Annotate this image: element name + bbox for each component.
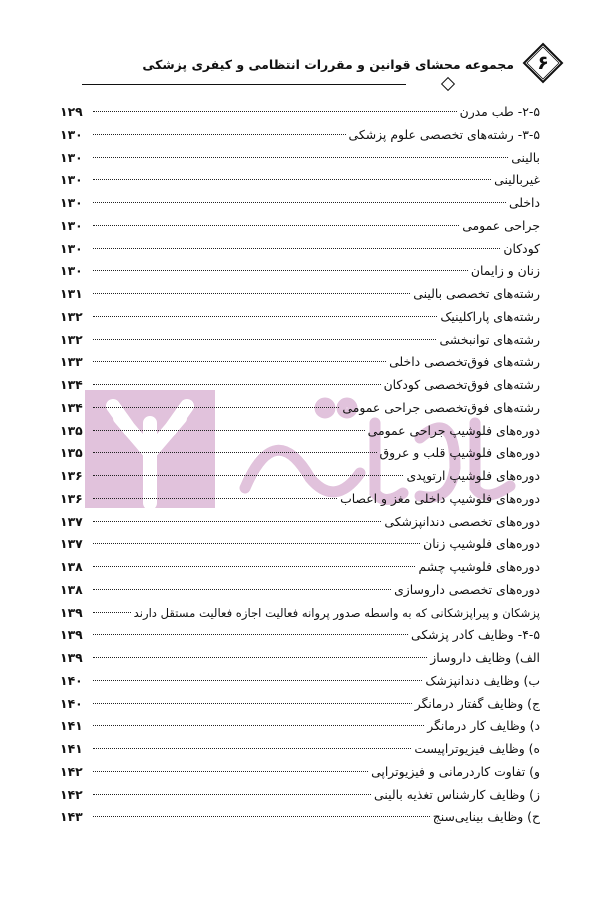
toc-leader-dots (93, 816, 430, 817)
rule-diamond-ornament (441, 77, 455, 91)
toc-entry[interactable] (60, 488, 540, 511)
toc-entry-title: ب) وظایف دندانپزشک (425, 672, 540, 688)
toc-leader-dots (93, 521, 381, 522)
toc-entry-title: و) تفاوت کاردرمانی و فیزیوتراپی (371, 763, 540, 779)
toc-leader-dots (93, 316, 437, 317)
toc-entry[interactable] (60, 784, 540, 807)
toc-entry-title: دوره‌های فلوشیپ ارتوپدی (406, 468, 540, 483)
toc-entry[interactable] (60, 624, 540, 647)
toc-leader-dots (93, 293, 410, 294)
toc-entry[interactable] (60, 556, 540, 579)
toc-entry-page: ۱۳۲ (60, 331, 83, 347)
toc-entry[interactable] (60, 101, 540, 124)
toc-entry-title: کودکان (503, 240, 540, 256)
toc-leader-dots (93, 339, 436, 340)
toc-entry-page: ۱۳۴ (60, 399, 83, 415)
toc-entry-page: ۱۳۰ (60, 195, 83, 210)
toc-entry-title: رشته‌های پاراکلینیک (440, 308, 540, 324)
toc-entry-page: ۱۴۱ (60, 741, 83, 756)
page-number: ۶ (537, 52, 549, 74)
toc-entry-page: ۱۳۹ (60, 650, 83, 665)
toc-entry[interactable] (60, 283, 540, 306)
page-header (20, 42, 576, 90)
toc-entry-title: ج) وظایف گفتار درمانگر (414, 695, 540, 711)
toc-leader-dots (93, 612, 131, 613)
toc-entry[interactable] (60, 397, 540, 420)
toc-leader-dots (93, 498, 337, 499)
toc-entry[interactable] (60, 374, 540, 397)
toc-entry-title: زنان و زایمان (470, 263, 540, 279)
running-head-title: مجموعه محشای قوانین و مقررات انتظامی و کیفری پزشکی (142, 57, 514, 72)
toc-leader-dots (93, 794, 371, 795)
toc-entry-title: غیربالینی (494, 172, 540, 188)
toc-entry-title: ح) وظایف بینایی‌سنج (432, 809, 540, 825)
toc-leader-dots (93, 430, 365, 431)
toc-entry-page: ۱۳۰ (60, 217, 83, 233)
toc-entry-page: ۱۴۰ (60, 695, 83, 711)
toc-entry-title: ز) وظایف کارشناس تغذیه بالینی (374, 786, 540, 802)
toc-entry-title: دوره‌های فلوشیپ چشم (418, 559, 540, 574)
toc-entry-title: دوره‌های فلوشیپ قلب و عروق (379, 445, 540, 461)
toc-entry-title: ه) وظایف فیزیوتراپیست (414, 741, 540, 756)
toc-entry-title: دوره‌های فلوشیپ داخلی مغز و اعصاب (340, 490, 540, 506)
toc-leader-dots (93, 543, 420, 544)
toc-entry[interactable] (60, 124, 540, 147)
toc-leader-dots (93, 748, 411, 749)
toc-entry[interactable] (60, 511, 540, 534)
toc-entry-page: ۱۳۸ (60, 559, 83, 574)
toc-entry-page: ۱۲۹ (60, 104, 83, 119)
toc-entry[interactable] (60, 169, 540, 192)
toc-entry[interactable] (60, 329, 540, 352)
toc-entry-page: ۱۴۲ (60, 786, 83, 802)
toc-entry-title: رشته‌های تخصصی بالینی (413, 286, 540, 301)
toc-entry[interactable] (60, 579, 540, 602)
toc-entry-page: ۱۳۴ (60, 377, 83, 392)
toc-entry[interactable] (60, 260, 540, 283)
header-rule (82, 84, 406, 85)
toc-leader-dots (93, 157, 508, 158)
toc-entry-page: ۱۳۲ (60, 308, 83, 324)
toc-entry-title: رشته‌های فوق‌تخصصی جراحی عمومی (342, 399, 540, 415)
toc-leader-dots (93, 703, 412, 704)
table-of-contents (60, 101, 540, 829)
toc-entry-title: دوره‌های فلوشیپ جراحی عمومی (367, 422, 540, 438)
toc-leader-dots (93, 111, 457, 112)
toc-leader-dots (93, 657, 427, 658)
toc-leader-dots (93, 452, 377, 453)
toc-entry-title: ۳-۵- رشته‌های تخصصی علوم پزشکی (348, 126, 540, 142)
toc-entry-title: د) وظایف کار درمانگر (427, 718, 540, 734)
toc-entry-title: جراحی عمومی (462, 217, 540, 233)
toc-leader-dots (93, 771, 368, 772)
toc-entry-page: ۱۳۹ (60, 627, 83, 643)
toc-entry[interactable] (60, 715, 540, 738)
toc-leader-dots (93, 248, 500, 249)
toc-entry-title: بالینی (511, 149, 540, 165)
toc-entry[interactable] (60, 761, 540, 784)
toc-entry[interactable] (60, 238, 540, 261)
toc-entry-title: رشته‌های فوق‌تخصصی داخلی (389, 354, 540, 370)
toc-entry-title: دوره‌های فلوشیپ زنان (423, 536, 540, 552)
toc-entry[interactable] (60, 806, 540, 829)
toc-entry[interactable] (60, 602, 540, 625)
toc-entry[interactable] (60, 693, 540, 716)
toc-entry-title: پزشکان و پیراپزشکانی که به واسطه صدور پروانه فعالیت اجازه فعالیت مستقل دارند (133, 605, 540, 620)
toc-leader-dots (93, 270, 468, 271)
toc-leader-dots (93, 407, 339, 408)
toc-entry-page: ۱۳۰ (60, 263, 83, 279)
toc-entry-page: ۱۳۷ (60, 513, 83, 529)
toc-entry-page: ۱۳۳ (60, 354, 83, 370)
toc-leader-dots (93, 634, 408, 635)
toc-entry-title: رشته‌های توانبخشی (439, 331, 540, 347)
toc-entry[interactable] (60, 670, 540, 693)
toc-entry-page: ۱۳۰ (60, 126, 83, 142)
toc-entry-title: دوره‌های تخصصی داروسازی (394, 581, 540, 597)
toc-entry-page: ۱۳۹ (60, 604, 83, 620)
toc-leader-dots (93, 589, 391, 590)
toc-entry-page: ۱۳۰ (60, 172, 83, 188)
toc-entry-page: ۱۴۱ (60, 718, 83, 734)
toc-leader-dots (93, 725, 424, 726)
toc-leader-dots (93, 475, 403, 476)
toc-entry-page: ۱۴۲ (60, 763, 83, 779)
toc-entry[interactable] (60, 306, 540, 329)
toc-entry-title: داخلی (508, 195, 540, 210)
toc-entry-page: ۱۴۰ (60, 672, 83, 688)
toc-entry-title: رشته‌های فوق‌تخصصی کودکان (383, 377, 540, 392)
toc-entry-title: ۴-۵- وظایف کادر پزشکی (411, 627, 540, 643)
toc-entry-title: ۲-۵- طب مدرن (459, 104, 540, 119)
toc-entry-page: ۱۳۶ (60, 468, 83, 483)
toc-entry[interactable] (60, 420, 540, 443)
toc-leader-dots (93, 225, 459, 226)
toc-leader-dots (93, 680, 422, 681)
toc-entry-page: ۱۳۰ (60, 240, 83, 256)
toc-entry[interactable] (60, 215, 540, 238)
toc-entry[interactable] (60, 738, 540, 761)
toc-entry[interactable] (60, 647, 540, 670)
toc-leader-dots (93, 202, 506, 203)
toc-leader-dots (93, 179, 491, 180)
toc-entry-page: ۱۳۶ (60, 490, 83, 506)
toc-entry[interactable] (60, 442, 540, 465)
toc-entry[interactable] (60, 192, 540, 215)
toc-entry[interactable] (60, 351, 540, 374)
toc-entry[interactable] (60, 465, 540, 488)
toc-entry[interactable] (60, 147, 540, 170)
toc-entry-title: الف) وظایف داروساز (430, 650, 540, 665)
toc-entry-page: ۱۳۰ (60, 149, 83, 165)
toc-leader-dots (93, 566, 415, 567)
toc-entry-page: ۱۳۵ (60, 445, 83, 461)
toc-entry[interactable] (60, 533, 540, 556)
toc-leader-dots (93, 134, 346, 135)
toc-entry-title: دوره‌های تخصصی دندانپزشکی (384, 513, 540, 529)
toc-entry-page: ۱۳۵ (60, 422, 83, 438)
toc-leader-dots (93, 384, 381, 385)
toc-entry-page: ۱۳۸ (60, 581, 83, 597)
toc-leader-dots (93, 361, 386, 362)
toc-entry-page: ۱۳۱ (60, 286, 83, 301)
toc-entry-page: ۱۴۳ (60, 809, 83, 825)
toc-entry-page: ۱۳۷ (60, 536, 83, 552)
